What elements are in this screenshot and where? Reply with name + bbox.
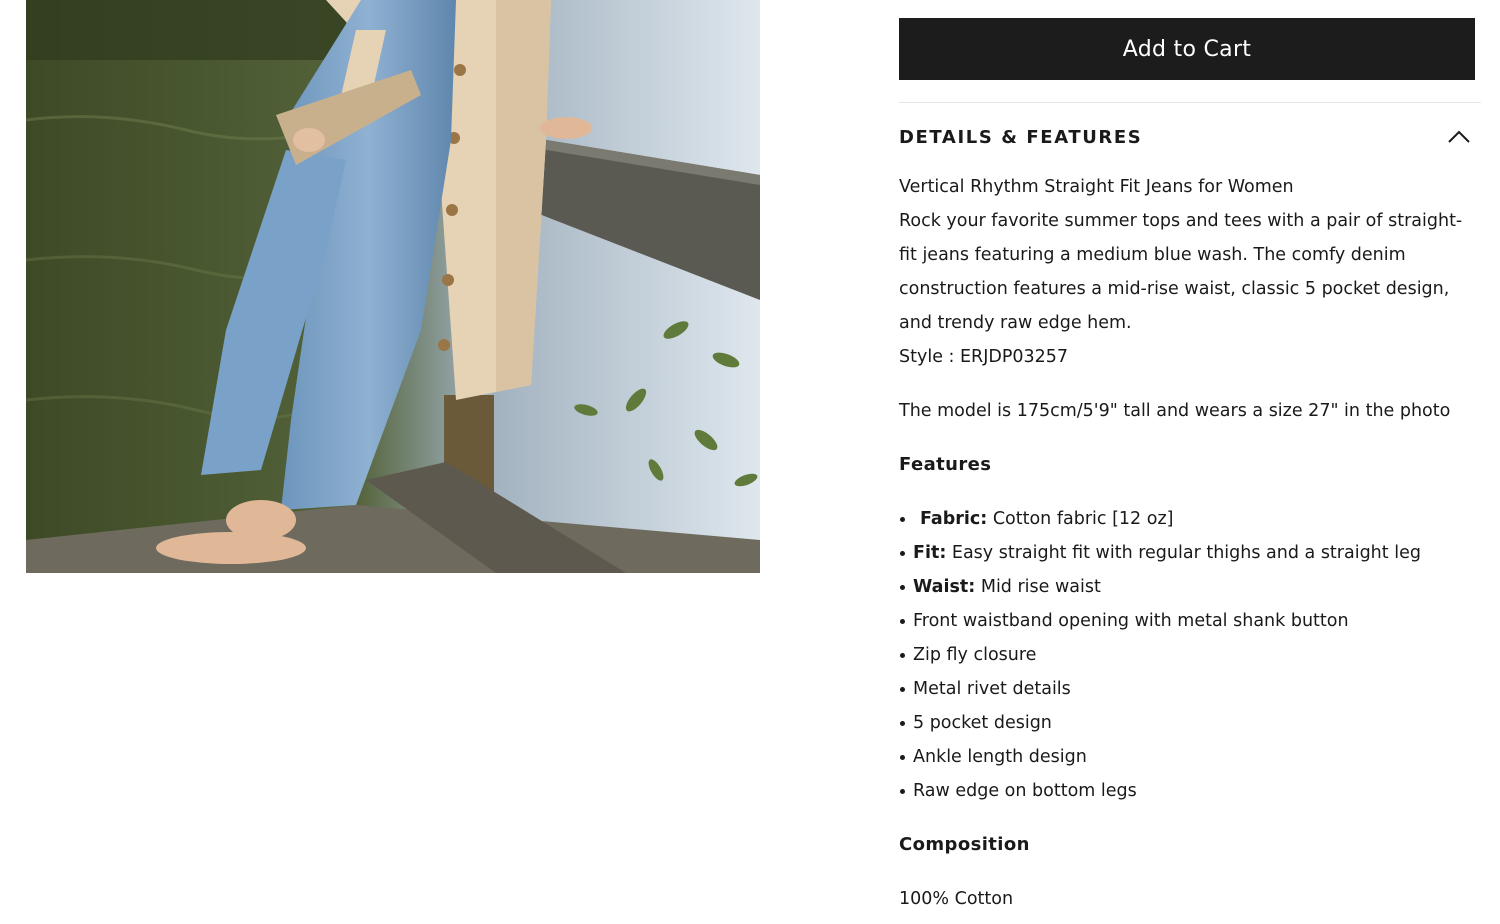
add-to-cart-button[interactable]: Add to Cart [899,18,1475,80]
product-description-text: Rock your favorite summer tops and tees with a pair of straight-fit jeans featuring a medium blue wash. The comfy denim construction features a mid-rise waist, classic 5 pocket design, and trendy raw edge hem. [899,211,1463,333]
product-image[interactable] [26,0,760,573]
details-features-panel [899,170,1479,916]
product-name-line: Vertical Rhythm Straight Fit Jeans for Women [899,177,1294,197]
feature-text: Ankle length design [913,747,1087,767]
feature-item [899,638,1479,672]
feature-label: Fit: [913,543,947,563]
feature-text: Zip fly closure [913,645,1037,665]
feature-item [899,774,1479,808]
features-heading: Features [899,454,992,475]
feature-item [899,570,1479,604]
feature-text: Front waistband opening with metal shank button [913,611,1349,631]
composition-heading: Composition [899,834,1030,855]
section-divider [899,102,1481,103]
details-features-title: DETAILS & FEATURES [899,126,1143,148]
feature-item [899,672,1479,706]
features-list [899,502,1479,808]
feature-text: Raw edge on bottom legs [913,781,1137,801]
feature-item [899,604,1479,638]
feature-label: Waist: [913,577,976,597]
composition-value: 100% Cotton [899,889,1014,909]
feature-item [899,706,1479,740]
product-description [899,170,1479,374]
feature-text: Mid rise waist [975,577,1101,597]
product-photo-illustration [26,0,760,573]
details-features-toggle[interactable] [899,120,1475,154]
feature-label: Fabric: [920,509,988,529]
feature-text: 5 pocket design [913,713,1052,733]
feature-text: Cotton fabric [12 oz] [987,509,1174,529]
feature-item [899,740,1479,774]
chevron-up-icon[interactable] [1447,130,1471,144]
feature-item [899,536,1479,570]
feature-text: Metal rivet details [913,679,1071,699]
product-style-code: Style : ERJDP03257 [899,347,1069,367]
model-size-note: The model is 175cm/5'9" tall and wears a size 27" in the photo [899,401,1451,421]
feature-text: Easy straight fit with regular thighs and a straight leg [946,543,1421,563]
feature-item [899,502,1479,536]
